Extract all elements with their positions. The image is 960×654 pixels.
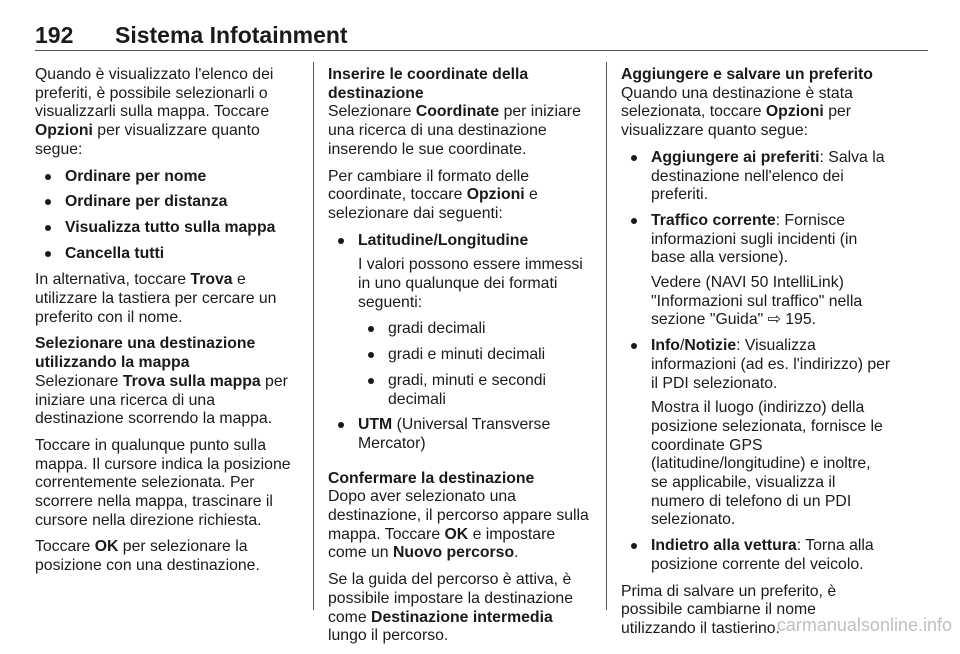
page-reference-arrow-icon: ⇨ bbox=[767, 311, 781, 329]
list-item: Indietro alla vettura: Torna alla posizione corrente del veicolo. bbox=[621, 537, 891, 574]
options-list bbox=[35, 168, 300, 264]
list-item: Latitudine/Longitudine I valori possono essere immessi in uno qualunque dei formati seguenti: gradi decimali gradi e minuti decimali gradi, minuti e secondi decimali bbox=[328, 232, 593, 410]
list-item: Cancella tutti bbox=[35, 245, 300, 264]
list-item: UTM (Universal Transverse Mercator) bbox=[328, 416, 593, 453]
column-divider-2 bbox=[606, 62, 607, 610]
list-item: Info/Notizie: Visualizza informazioni (ad es. l'indirizzo) per il PDI selezionato. Mostra il luogo (indirizzo) della posizione selezionata, fornisce le coordinate GPS (latitudine/longitudine) e inoltre, se applicabile, visualizza il numero di telefono di un PDI selezionato. bbox=[621, 337, 891, 530]
paragraph: Toccare OK per selezionare la posizione con una destinazione. bbox=[35, 538, 260, 575]
paragraph: Se la guida del percorso è attiva, è possibile impostare la destinazione come Destinazione intermedia lungo il percorso. bbox=[328, 571, 573, 645]
list-item: Traffico corrente: Fornisce informazioni sugli incidenti (in base alla versione). Vedere (NAVI 50 IntelliLink) "Informazioni sul traffico" nella sezione "Guida" ⇨ 195. bbox=[621, 212, 891, 330]
section-heading: Inserire le coordinate della destinazione bbox=[328, 66, 529, 102]
page-number: 192 bbox=[35, 22, 74, 48]
sub-list-item: gradi, minuti e secondi decimali bbox=[358, 372, 593, 409]
column-divider-1 bbox=[313, 62, 314, 610]
paragraph: In alternativa, toccare Trova e utilizzare la tastiera per cercare un preferito con il nome. bbox=[35, 271, 277, 326]
list-item: Aggiungere ai preferiti: Salva la destinazione nell'elenco dei preferiti. bbox=[621, 149, 891, 205]
format-list bbox=[328, 232, 593, 454]
list-item-text: Mostra il luogo (indirizzo) della posizione selezionata, fornisce le coordinate GPS (latitudine/longitudine) e inoltre, se applicabile, visualizza il numero di telefono di un PDI selezionato. bbox=[651, 399, 883, 529]
paragraph: Dopo aver selezionato una destinazione, il percorso appare sulla mappa. Toccare OK e impostare come un Nuovo percorso. bbox=[328, 488, 589, 562]
list-item: Ordinare per distanza bbox=[35, 193, 300, 212]
section-heading: Confermare la destinazione bbox=[328, 469, 535, 487]
intro-paragraph: Quando è visualizzato l'elenco dei preferiti, è possibile selezionarli o visualizzarli sulla mappa. Toccare Opzioni per visualizzare quanto segue: bbox=[35, 66, 274, 158]
sub-list-item: gradi e minuti decimali bbox=[358, 346, 593, 365]
paragraph: Quando una destinazione è stata selezionata, toccare Opzioni per visualizzare quanto segue: bbox=[621, 84, 853, 140]
column-2 bbox=[328, 66, 593, 654]
sub-list-item: gradi decimali bbox=[358, 320, 593, 339]
list-item: Visualizza tutto sulla mappa bbox=[35, 219, 300, 238]
column-3 bbox=[621, 66, 891, 647]
page-title: Sistema Infotainment bbox=[115, 22, 348, 48]
paragraph: Per cambiare il formato delle coordinate, toccare Opzioni e selezionare dai seguenti: bbox=[328, 167, 538, 222]
paragraph: Toccare in qualunque punto sulla mappa. Il cursore indica la posizione correntemente selezionata. Per scorrere nella mappa, trascinare il cursore nella direzione richiesta. bbox=[35, 436, 291, 529]
list-item-text: I valori possono essere immessi in uno qualunque dei formati seguenti: bbox=[358, 256, 583, 311]
sub-list bbox=[358, 320, 593, 409]
favourite-options-list bbox=[621, 149, 891, 575]
column-1 bbox=[35, 66, 300, 584]
list-item-text: Vedere (NAVI 50 IntelliLink) "Informazioni sul traffico" nella sezione "Guida" ⇨ 195. bbox=[651, 274, 863, 329]
page-header bbox=[35, 22, 928, 52]
paragraph: Prima di salvare un preferito, è possibile cambiarne il nome utilizzando il tastierino. bbox=[621, 582, 837, 637]
paragraph: Selezionare Trova sulla mappa per iniziare una ricerca di una destinazione scorrendo la mappa. bbox=[35, 372, 288, 428]
list-item: Ordinare per nome bbox=[35, 168, 300, 187]
watermark: carmanualsonline.info bbox=[776, 615, 952, 635]
section-heading: Aggiungere e salvare un preferito bbox=[621, 66, 873, 83]
header-rule bbox=[35, 50, 928, 51]
paragraph: Selezionare Coordinate per iniziare una ricerca di una destinazione inserendo le sue coordinate. bbox=[328, 103, 581, 158]
section-heading: Selezionare una destinazione utilizzando la mappa bbox=[35, 335, 256, 372]
